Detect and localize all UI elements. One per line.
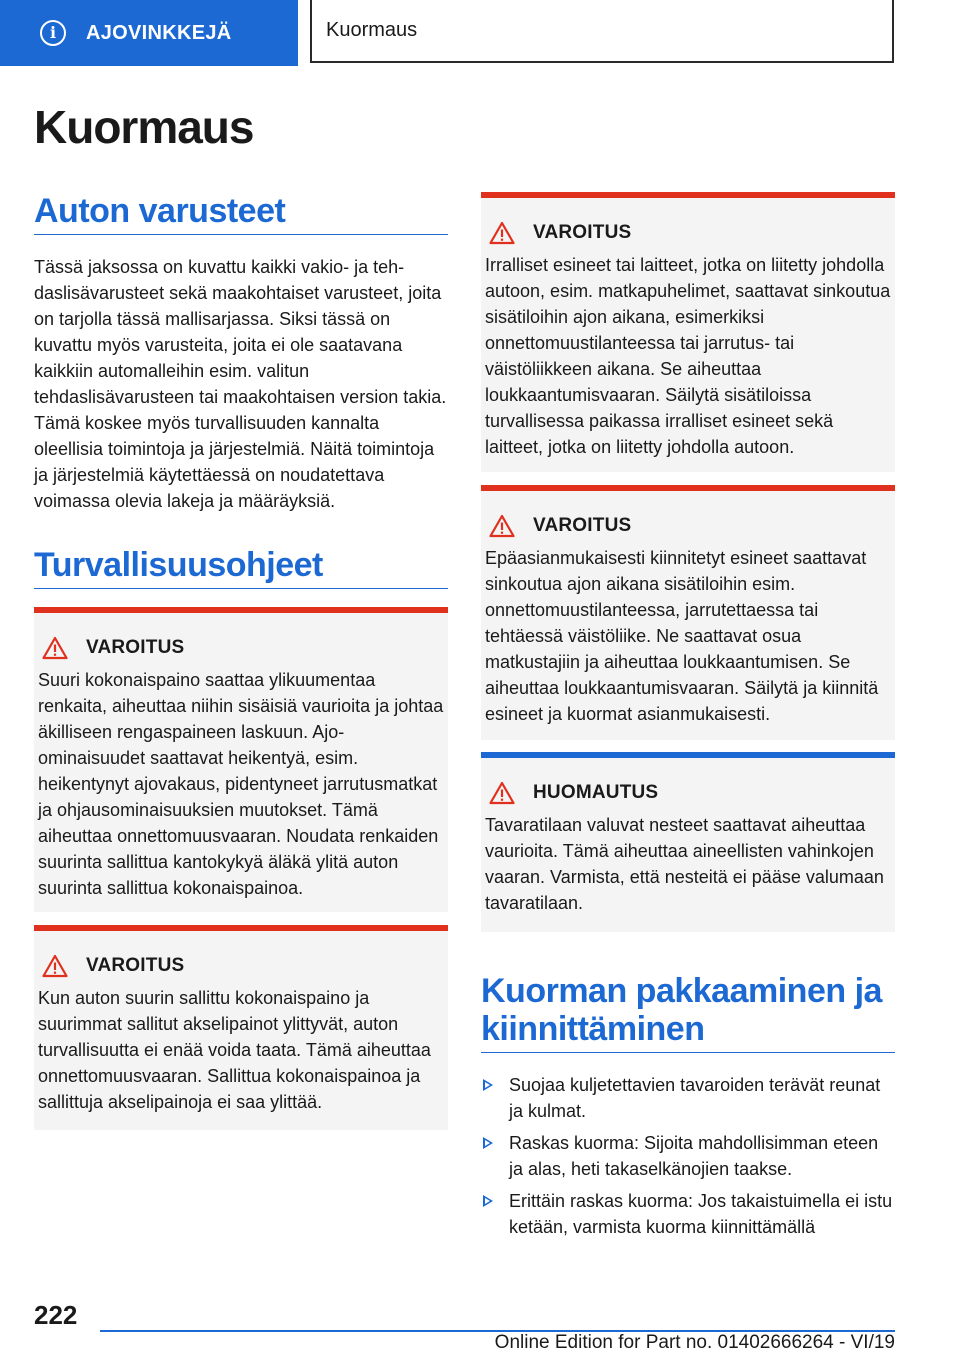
page-number: 222	[34, 1300, 78, 1330]
notice-title: HUOMAUTUS	[533, 782, 659, 803]
section-label: AJOVINKKEJÄ	[86, 21, 232, 44]
bullet-triangle-icon	[483, 1079, 493, 1091]
warning-bar	[481, 485, 895, 491]
warning-text: Suuri kokonaispaino saattaa ylikuumentaa renkaita, aiheuttaa niihin sisäisiä vaurioita ja johtaa äkilliseen rengaspaineen laskuun. Ajo-ominaisuudet saattavat heikentyä, esim. heikentynyt ajovakaus, pidentyneet jarrutusmatkat ja ohjausominaisuuksien muutokset. Tämä aiheuttaa onnettomuusvaaran. Noudata renkaiden suurinta sallittua kantokykyä äläkä ylitä auton suurinta sallittua kokonaispainoa.	[38, 670, 444, 898]
warning-bar	[34, 607, 448, 613]
packing-list	[481, 1072, 895, 1246]
warning-text: Epäasianmukaisesti kiinnitetyt esineet saattavat sinkoutua ajon aikana sisätiloihin esim. onnettomuustilanteessa, jarrutettaessa tai tehtäessä väistöliike. Ne saattavat osua matkustajiin ja aiheuttaa loukkaantumisen. Se aiheuttaa loukkaantumisvaaran. Säilytä ja kiinnitä esineet ja kuormat asianmukaisesti.	[485, 548, 879, 724]
list-item: Raskas kuorma: Sijoita mahdollisimman eteen ja alas, heti takaselkänojien taakse.	[481, 1130, 895, 1182]
heading-safety: Turvallisuusohjeet	[34, 546, 448, 589]
warning-text: Irralliset esineet tai laitteet, jotka on liitetty johdolla autoon, esim. matkapuhelimet, saattavat sinkoutua sisätiloihin ajon aikana, esimerkiksi onnettomuustilanteessa tai jarrutus- tai väistöliikkeen aikana. Se aiheuttaa loukkaantumisvaaran. Säilytä sisätiloissa turvallisessa paikassa irralliset esineet sekä laitteet, jotka on liitetty johdolla autoon.	[485, 255, 891, 457]
notice-bar	[481, 752, 895, 758]
list-item: Erittäin raskas kuorma: Jos takaistuimella ei istu ketään, varmista kuorma kiinnittämällä	[481, 1188, 895, 1240]
notice-text: Tavaratilaan valuvat nesteet saattavat aiheuttaa vaurioita. Tämä aiheuttaa aineellisten vahinkojen vaaran. Varmista, että nesteitä ei pääse valumaan tavaratilaan.	[485, 815, 884, 913]
chapter-title: Kuormaus	[310, 0, 894, 63]
warning-header	[489, 511, 895, 541]
warning-text: Kun auton suurin sallittu kokonaispaino ja suurimmat sallitut akselipainot ylittyvät, auton turvallisuutta ei enää voida taata. Tämä aiheuttaa onnettomuusvaaran. Sallittua kokonaispainoa ja sallittuja akselipainoja ei saa ylittää.	[38, 988, 431, 1112]
warning-icon	[489, 514, 515, 538]
warning-bar	[481, 192, 895, 198]
heading-packing: Kuorman pakkaaminen ja kiinnittäminen	[481, 972, 895, 1053]
warning-box	[481, 192, 895, 472]
warning-header	[42, 951, 448, 981]
page-header	[0, 0, 960, 66]
warning-icon	[42, 636, 68, 660]
section-tab[interactable]	[0, 0, 298, 66]
warning-title: VAROITUS	[533, 515, 632, 536]
list-item: Suojaa kuljetettavien tavaroiden terävät reunat ja kulmat.	[481, 1072, 895, 1124]
footer-edition: Online Edition for Part no. 01402666264 - VI/19	[494, 1332, 895, 1353]
heading-equipment: Auton varusteet	[34, 192, 448, 235]
warning-title: VAROITUS	[86, 637, 185, 658]
warning-box	[481, 485, 895, 740]
notice-header	[489, 778, 895, 808]
notice-icon	[489, 781, 515, 805]
warning-title: VAROITUS	[86, 955, 185, 976]
warning-box	[34, 607, 448, 912]
page-title: Kuormaus	[34, 101, 254, 153]
warning-icon	[489, 221, 515, 245]
bullet-triangle-icon	[483, 1195, 493, 1207]
warning-bar	[34, 925, 448, 931]
bullet-triangle-icon	[483, 1137, 493, 1149]
warning-header	[42, 633, 448, 663]
info-icon: i	[40, 20, 66, 46]
warning-icon	[42, 954, 68, 978]
warning-box	[34, 925, 448, 1130]
equipment-paragraph: Tässä jaksossa on kuvattu kaikki vakio- ja tehdaslisävarusteet sekä maakohtaiset varusteet, joita on tarjolla tässä mallisarjassa. Siksi tässä on kuvattu myös varusteita, joita ei ole saatavana kaikkiin automalleihin esim. valitun tehdaslisävarusteen tai maakohtaisen version takia. Tämä koskee myös turvallisuuden kannalta oleellisia toimintoja ja järjestelmiä. Näitä toimintoja ja järjestelmiä käytettäessä on noudatettava voimassa olevia lakeja ja määräyksiä.	[34, 257, 447, 511]
warning-title: VAROITUS	[533, 222, 632, 243]
warning-header	[489, 218, 895, 248]
notice-box	[481, 752, 895, 932]
